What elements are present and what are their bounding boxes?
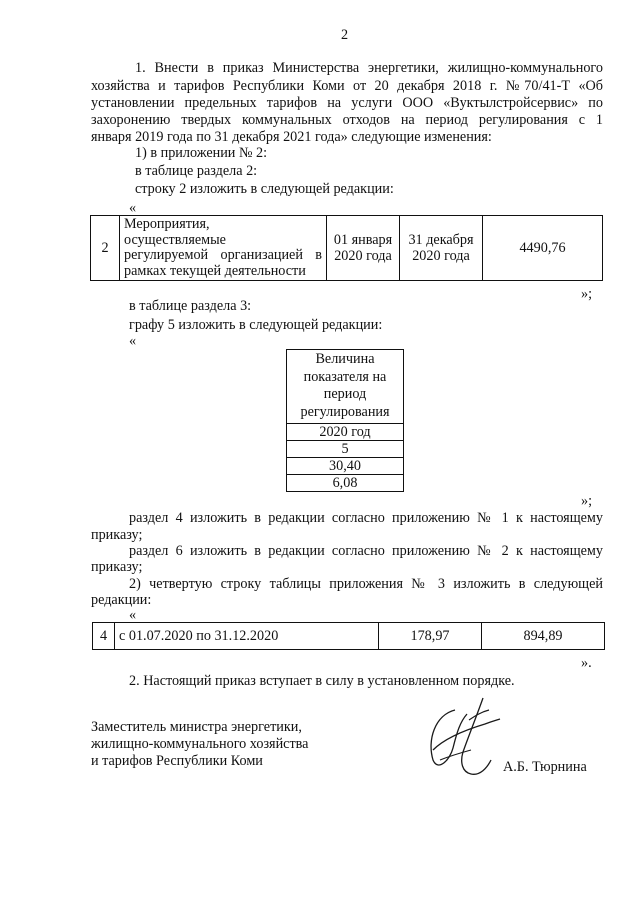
section-6-line-2: приказу; (91, 559, 143, 575)
value-2-cell: 894,89 (482, 623, 605, 650)
row-number-cell: 2 (91, 216, 120, 281)
description-line: рамках текущей деятельности (124, 262, 306, 279)
handwritten-signature (405, 690, 515, 785)
close-quote-1: »; (581, 286, 593, 302)
indicator-year-cell: 2020 год (287, 424, 404, 441)
section-4-line-2: приказу; (91, 527, 143, 543)
header-line: Величина (315, 351, 375, 367)
table-section-2-row (90, 215, 603, 281)
paragraph-1-line-3: установлении предельных тарифов на услуги ООО «Вуктылстройсервис» по (91, 95, 603, 111)
indicator-value-cell: 30,40 (287, 458, 404, 475)
row-number-cell: 4 (93, 623, 115, 650)
description-line: осуществляемые (124, 231, 226, 248)
description-line: Мероприятия, (124, 216, 210, 232)
end-date-line: 2020 года (412, 248, 470, 264)
indicator-value-cell: 5 (287, 441, 404, 458)
end-date-line: 31 декабря (408, 232, 474, 248)
column-5-intro: графу 5 изложить в следующей редакции: (129, 317, 383, 333)
start-date-line: 2020 года (334, 248, 392, 264)
table-3-intro: в таблице раздела 3: (129, 298, 252, 314)
value-1-cell: 178,97 (379, 623, 482, 650)
open-quote-3: « (129, 607, 137, 623)
close-quote-3: ». (581, 655, 592, 671)
signatory-title-line-2: жилищно-коммунального хозяйства (91, 736, 309, 752)
start-date-cell (327, 216, 400, 281)
open-quote-2: « (129, 333, 137, 349)
signatory-title-line-3: и тарифов Республики Коми (91, 753, 263, 769)
section-6-line-1: раздел 6 изложить в редакции согласно приложению № 2 к настоящему (129, 543, 603, 559)
section-4-line-1: раздел 4 изложить в редакции согласно приложению № 1 к настоящему (129, 510, 603, 526)
indicator-header-cell (287, 350, 404, 424)
table-2-intro: в таблице раздела 2: (135, 163, 258, 179)
description-cell (120, 216, 327, 281)
header-line: показателя на (303, 368, 387, 385)
paragraph-1-line-4: захоронению твердых коммунальных отходов на период регулирования с 1 (91, 112, 603, 128)
value-cell: 4490,76 (483, 216, 603, 281)
signatory-name: А.Б. Тюрнина (503, 759, 587, 775)
signatory-title-line-1: Заместитель министра энергетики, (91, 719, 302, 735)
page-number: 2 (341, 27, 349, 43)
row-2-intro: строку 2 изложить в следующей редакции: (135, 181, 394, 197)
paragraph-2: 2. Настоящий приказ вступает в силу в установленном порядке. (129, 673, 515, 689)
item-2-line-2: редакции: (91, 592, 152, 608)
paragraph-1-line-1: 1. Внести в приказ Министерства энергетики, жилищно-коммунального (135, 60, 603, 76)
item-1: 1) в приложении № 2: (135, 145, 268, 161)
table-indicator (286, 349, 404, 492)
header-line: период (323, 386, 367, 402)
item-2-line-1: 2) четвертую строку таблицы приложения № 3 изложить в следующей (129, 576, 603, 592)
header-line: регулирования (300, 403, 390, 420)
close-quote-2: »; (581, 493, 593, 509)
table-appendix-3-row (92, 622, 605, 650)
paragraph-1-line-5: января 2019 года по 31 декабря 2021 года» следующие изменения: (91, 129, 492, 145)
open-quote-1: « (129, 200, 137, 216)
start-date-line: 01 января (333, 232, 393, 248)
period-cell: с 01.07.2020 по 31.12.2020 (115, 623, 379, 650)
description-line: регулируемой организацией в (124, 247, 322, 263)
indicator-value-cell: 6,08 (287, 475, 404, 492)
end-date-cell (400, 216, 483, 281)
paragraph-1-line-2: хозяйства и тарифов Республики Коми от 20 декабря 2018 г. №70/41-Т «Об (91, 78, 603, 94)
